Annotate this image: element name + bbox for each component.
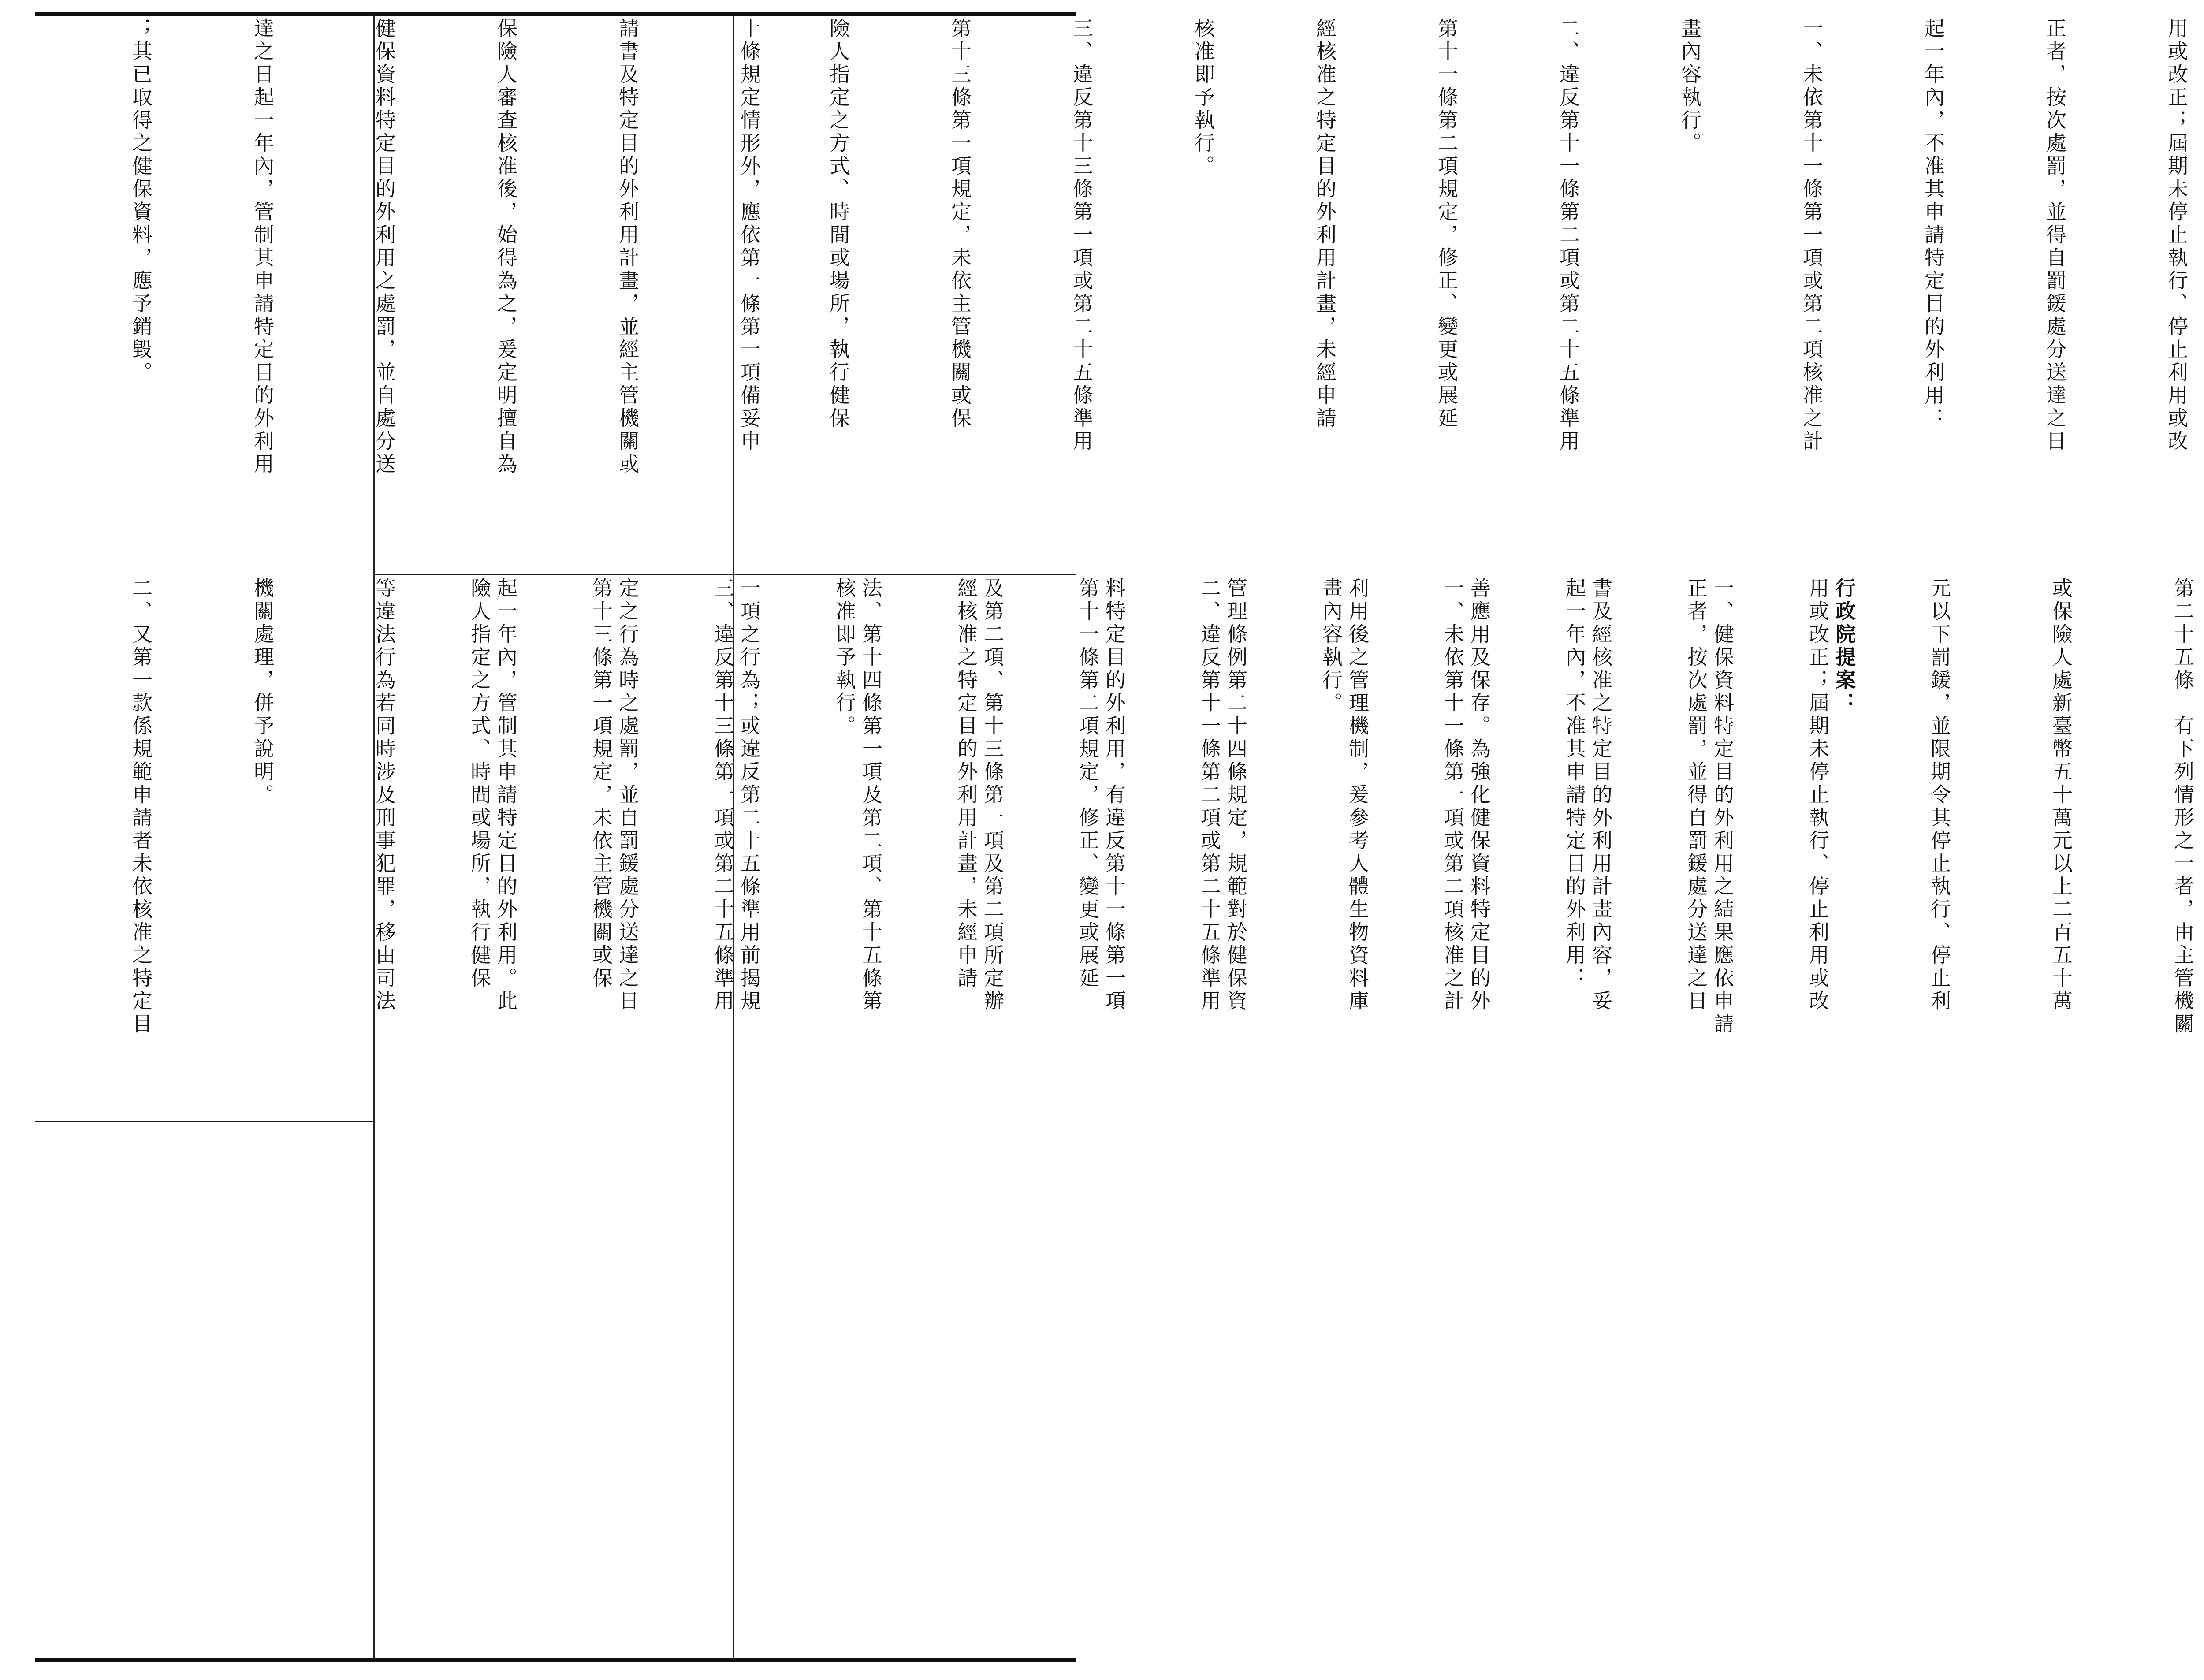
text-line: 第二十五條 有下列情形之一者，由主管機關 bbox=[2171, 577, 2195, 1036]
text-line: 一、未依第十一條第一項或第二項核准之計 bbox=[1800, 18, 1824, 453]
text-line: 一、未依第十一條第一項或第二項核准之計 bbox=[1441, 577, 1465, 1013]
text-line: 料特定目的外利用，有違反第十一條第一項 bbox=[1102, 577, 1126, 1013]
text-line: 起一年內，不准其申請特定目的外利用： bbox=[1563, 577, 1586, 990]
text-line: 利用後之管理機制，爰參考人體生物資料庫 bbox=[1346, 577, 1370, 1013]
text-line: 第十一條第二項規定，修正、變更或展延 bbox=[1076, 577, 1100, 990]
text-line: 一項之行為；或違反第二十五條準用前揭規 bbox=[737, 577, 761, 1013]
text-line: 正者，按次處罰，並得自罰鍰處分送達之日 bbox=[1684, 577, 1708, 1013]
text-line: 十條規定情形外，應依第一條第一項備妥申 bbox=[737, 18, 761, 453]
text-line: 第十三條第一項規定，未依主管機關或保 bbox=[948, 18, 972, 430]
explanation-cell-upper bbox=[40, 18, 761, 571]
text-line: 定之行為時之處罰，並自罰鍰處分送達之日 bbox=[616, 577, 640, 1013]
text-line: 二、違反第十一條第二項或第二十五條準用 bbox=[1556, 18, 1580, 453]
text-line: 三、違反第十三條第一項或第二十五條準用 bbox=[711, 577, 735, 1013]
text-line: 健保資料特定目的外利用之處罰，並自處分送 bbox=[372, 18, 396, 476]
top-rule bbox=[35, 12, 1076, 16]
text-line: 元以下罰鍰，並限期令其停止執行、停止利 bbox=[1928, 577, 1951, 1013]
text-line: 等違法行為若同時涉及刑事犯罪，移由司法 bbox=[372, 577, 396, 1013]
article-23-text bbox=[737, 18, 2204, 1655]
text-line: 管理條例第二十四條規定，規範對於健保資 bbox=[1224, 577, 1248, 1013]
text-line: 經核准之特定目的外利用計畫，未經申請 bbox=[954, 577, 978, 990]
text-line: 二、又第一款係規範申請者未依核准之特定目 bbox=[129, 577, 153, 1036]
text-line: 第十三條第一項規定，未依主管機關或保 bbox=[589, 577, 613, 990]
text-line: 畫內容執行。 bbox=[1678, 18, 1702, 155]
text-line: 畫內容執行。 bbox=[1319, 577, 1343, 715]
text-line: 正者，按次處罰，並得自罰鍰處分送達之日 bbox=[2043, 18, 2067, 453]
text-line: 一、健保資料特定目的外利用之結果應依申請 bbox=[1711, 577, 1735, 1036]
text-line: 第十一條第二項規定，修正、變更或展延 bbox=[1435, 18, 1459, 430]
text-line: 保險人審查核准後，始得為之，爰定明擅自為 bbox=[494, 18, 518, 476]
text-line: 二、違反第十一條第二項或第二十五條準用 bbox=[1198, 577, 1221, 1013]
text-line: 三、違反第十三條第一項或第二十五條準用 bbox=[1070, 18, 1094, 453]
section-heading: 行政院提案： bbox=[1832, 577, 1856, 715]
text-line: 法、第十四條第一項及第二項、第十五條第 bbox=[859, 577, 883, 1013]
text-line: 險人指定之方式、時間或場所，執行健保 bbox=[468, 577, 491, 990]
text-line: 經核准之特定目的外利用計畫，未經申請 bbox=[1313, 18, 1337, 430]
row-divider-bottom bbox=[35, 1121, 375, 1122]
text-line: 書及經核准之特定目的外利用計畫內容，妥 bbox=[1589, 577, 1613, 1013]
bottom-rule bbox=[35, 1658, 1076, 1662]
text-line: 或保險人處新臺幣五十萬元以上二百五十萬 bbox=[2049, 577, 2073, 1013]
text-line: 用或改正；屆期未停止執行、停止利用或改 bbox=[1806, 577, 1830, 1013]
text-line: 達之日起一年內，管制其申請特定目的外利用 bbox=[251, 18, 275, 476]
text-line: 機關處理，併予說明。 bbox=[251, 577, 275, 807]
text-line: 請書及特定目的外利用計畫，並經主管機關或 bbox=[616, 18, 640, 476]
text-line: 起一年內，管制其申請特定目的外利用。此 bbox=[494, 577, 518, 1013]
text-line: 核准即予執行。 bbox=[1191, 18, 1215, 178]
text-line: ；其已取得之健保資料，應予銷毀。 bbox=[129, 18, 153, 384]
text-line: 用或改正；屆期未停止執行、停止利用或改 bbox=[2165, 18, 2189, 453]
text-line: 險人指定之方式、時間或場所，執行健保 bbox=[826, 18, 850, 430]
text-line: 善應用及保存。為強化健保資料特定目的外 bbox=[1467, 577, 1491, 1013]
explanation-upper-text bbox=[40, 18, 851, 571]
text-line: 起一年內，不准其申請特定目的外利用： bbox=[1921, 18, 1945, 430]
text-line: 核准即予執行。 bbox=[833, 577, 856, 738]
text-line: 及第二項、第十三條第一項及第二項所定辦 bbox=[981, 577, 1005, 1013]
